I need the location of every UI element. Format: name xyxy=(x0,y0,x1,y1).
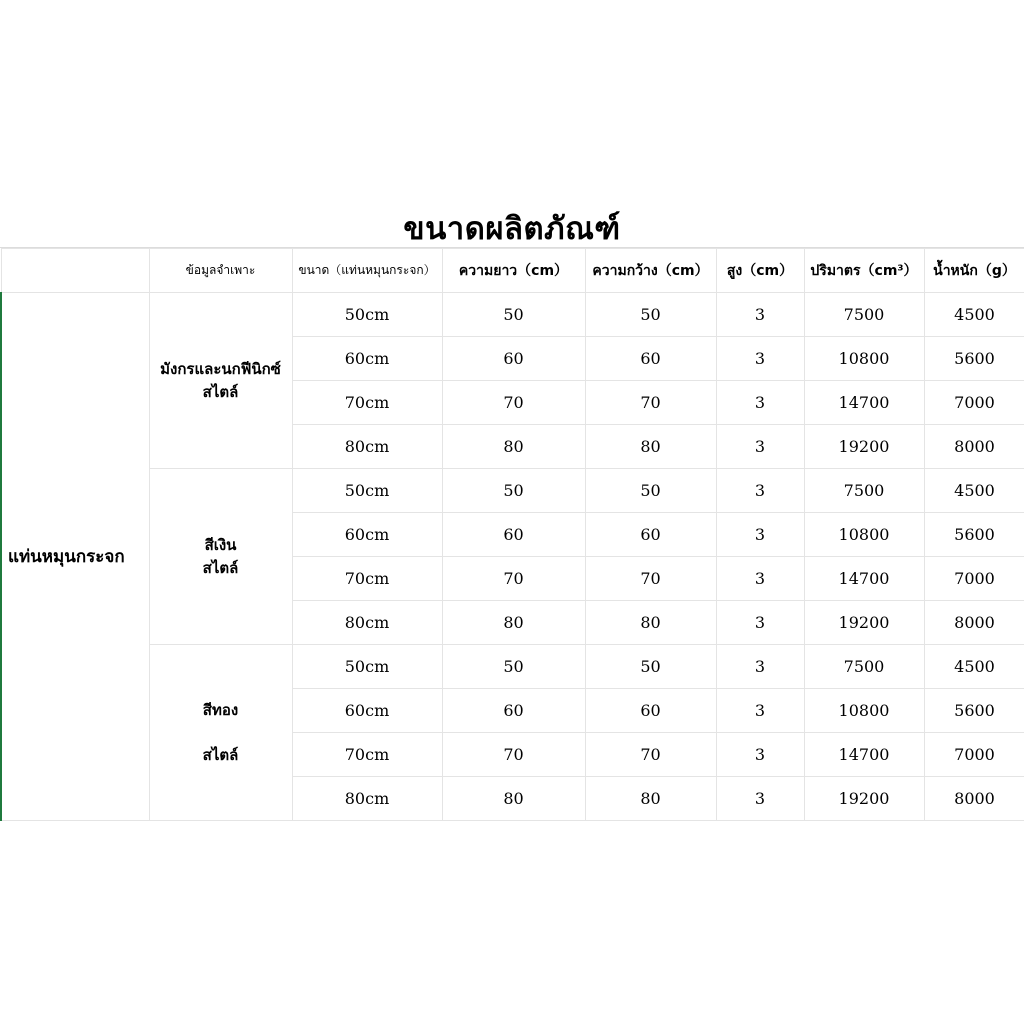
size-cell: 80cm xyxy=(292,777,442,821)
size-cell: 70cm xyxy=(292,733,442,777)
table-body xyxy=(1,293,1024,821)
height-cell: 3 xyxy=(716,777,804,821)
length-cell: 80 xyxy=(442,601,585,645)
style-cell xyxy=(149,645,292,821)
length-cell: 70 xyxy=(442,381,585,425)
header-row xyxy=(1,249,1024,293)
header-length: ความยาว（cm） xyxy=(442,249,585,293)
height-cell: 3 xyxy=(716,689,804,733)
header-width: ความกว้าง（cm） xyxy=(585,249,716,293)
length-cell: 80 xyxy=(442,425,585,469)
length-cell: 50 xyxy=(442,293,585,337)
title-row xyxy=(0,200,1024,248)
length-cell: 60 xyxy=(442,689,585,733)
volume-cell: 10800 xyxy=(804,513,924,557)
width-cell: 50 xyxy=(585,469,716,513)
volume-cell: 19200 xyxy=(804,425,924,469)
weight-cell: 7000 xyxy=(924,381,1024,425)
width-cell: 60 xyxy=(585,337,716,381)
height-cell: 3 xyxy=(716,645,804,689)
width-cell: 80 xyxy=(585,601,716,645)
header-size: ขนาด（แท่นหมุนกระจก） xyxy=(292,249,442,293)
height-cell: 3 xyxy=(716,293,804,337)
header-volume: ปริมาตร（cm³） xyxy=(804,249,924,293)
table-row xyxy=(1,293,1024,337)
height-cell: 3 xyxy=(716,601,804,645)
height-cell: 3 xyxy=(716,425,804,469)
weight-cell: 7000 xyxy=(924,557,1024,601)
style-label-line: สไตล์ xyxy=(202,745,239,764)
volume-cell: 14700 xyxy=(804,733,924,777)
style-label-line: สีเงิน xyxy=(204,535,237,554)
length-cell: 70 xyxy=(442,557,585,601)
size-cell: 80cm xyxy=(292,425,442,469)
height-cell: 3 xyxy=(716,513,804,557)
weight-cell: 8000 xyxy=(924,601,1024,645)
width-cell: 70 xyxy=(585,557,716,601)
weight-cell: 4500 xyxy=(924,293,1024,337)
length-cell: 70 xyxy=(442,733,585,777)
size-cell: 60cm xyxy=(292,513,442,557)
size-cell: 60cm xyxy=(292,689,442,733)
volume-cell: 10800 xyxy=(804,337,924,381)
weight-cell: 4500 xyxy=(924,469,1024,513)
size-cell: 50cm xyxy=(292,293,442,337)
width-cell: 60 xyxy=(585,513,716,557)
volume-cell: 14700 xyxy=(804,557,924,601)
weight-cell: 5600 xyxy=(924,689,1024,733)
weight-cell: 8000 xyxy=(924,425,1024,469)
width-cell: 80 xyxy=(585,425,716,469)
style-label-line: สไตล์ xyxy=(202,558,239,577)
volume-cell: 7500 xyxy=(804,645,924,689)
volume-cell: 7500 xyxy=(804,293,924,337)
width-cell: 70 xyxy=(585,733,716,777)
height-cell: 3 xyxy=(716,381,804,425)
width-cell: 80 xyxy=(585,777,716,821)
width-cell: 60 xyxy=(585,689,716,733)
height-cell: 3 xyxy=(716,733,804,777)
header-weight: น้ำหนัก（g） xyxy=(924,249,1024,293)
height-cell: 3 xyxy=(716,557,804,601)
header-blank xyxy=(1,249,149,293)
length-cell: 60 xyxy=(442,337,585,381)
style-label-line: สีทอง xyxy=(202,700,239,719)
length-cell: 60 xyxy=(442,513,585,557)
weight-cell: 8000 xyxy=(924,777,1024,821)
spreadsheet xyxy=(0,200,1024,821)
style-cell xyxy=(149,469,292,645)
weight-cell: 5600 xyxy=(924,513,1024,557)
height-cell: 3 xyxy=(716,469,804,513)
size-cell: 50cm xyxy=(292,645,442,689)
page-title: ขนาดผลิตภัณฑ์ xyxy=(403,210,621,247)
volume-cell: 10800 xyxy=(804,689,924,733)
style-label-line: มังกรและนกฟีนิกซ์ xyxy=(160,359,281,378)
size-cell: 70cm xyxy=(292,557,442,601)
product-name-cell: แท่นหมุนกระจก xyxy=(1,293,149,821)
weight-cell: 5600 xyxy=(924,337,1024,381)
length-cell: 50 xyxy=(442,469,585,513)
volume-cell: 7500 xyxy=(804,469,924,513)
table-row xyxy=(1,469,1024,513)
size-cell: 60cm xyxy=(292,337,442,381)
header-spec: ข้อมูลจำเพาะ xyxy=(149,249,292,293)
size-cell: 50cm xyxy=(292,469,442,513)
size-cell: 80cm xyxy=(292,601,442,645)
width-cell: 50 xyxy=(585,645,716,689)
length-cell: 50 xyxy=(442,645,585,689)
header-height: สูง（cm） xyxy=(716,249,804,293)
width-cell: 50 xyxy=(585,293,716,337)
weight-cell: 7000 xyxy=(924,733,1024,777)
width-cell: 70 xyxy=(585,381,716,425)
size-cell: 70cm xyxy=(292,381,442,425)
style-cell xyxy=(149,293,292,469)
height-cell: 3 xyxy=(716,337,804,381)
table-row xyxy=(1,645,1024,689)
volume-cell: 14700 xyxy=(804,381,924,425)
size-table xyxy=(0,248,1024,821)
volume-cell: 19200 xyxy=(804,601,924,645)
style-label-line: สไตล์ xyxy=(202,382,239,401)
weight-cell: 4500 xyxy=(924,645,1024,689)
length-cell: 80 xyxy=(442,777,585,821)
volume-cell: 19200 xyxy=(804,777,924,821)
